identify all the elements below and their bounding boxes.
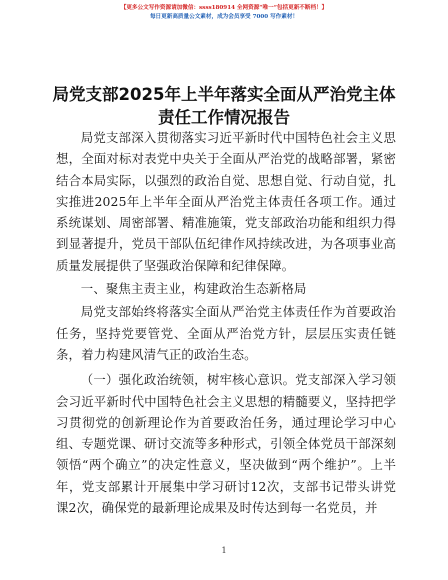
section-paragraph: 局党支部始终将落实全面从严治党主体责任作为首要政治任务，坚持党要管党、全面从严治党方针，层层压实责任链条，着力构建风清气正的政治生态。 [56,304,396,362]
document-body [56,127,396,518]
document-title-line-2: 责任工作情况报告 [158,108,290,127]
document-title [30,83,418,129]
subsection-paragraph: （一）强化政治统领，树牢核心意识。党支部深入学习领会习近平新时代中国特色社会主义思想的精髓要义，坚持把学习贯彻党的创新理论作为首要政治任务，通过理论学习中心组、专题党课、研讨交流等多种形式，引领全体党员干部深刻领悟“两个确立”的决定性意义，坚决做到“两个维护”。上半年，党支部累计开展集中学习研讨12次，支部书记带头讲党课2次，确保党的最新理论成果及时传达到每一名党员，并 [56,372,396,516]
resource-banner-line-2: 每日更新高质量公文素材，成为会员享受 7000 写作素材！ [149,14,299,20]
resource-banner-line-1: 【更多公文写作资源请加微信：ssss180914 全网资源“唯一”包括更新不断档！】 [120,5,328,11]
page-number: 1 [221,546,227,555]
intro-paragraph: 局党支部深入贯彻落实习近平新时代中国特色社会主义思想，全面对标对表党中央关于全面从严治党的战略部署，紧密结合本局实际，以强烈的政治自觉、思想自觉、行动自觉，扎实推进2025年上半年全面从严治党主体责任各项工作。通过系统谋划、周密部署、精准施策，党支部政治功能和组织力得到显著提升，党员干部队伍纪律作风持续改进，为各项事业高质量发展提供了坚强政治保障和纪律保障。 [56,130,396,273]
document-title-line-1: 局党支部2025年上半年落实全面从严治党主体 [52,85,396,104]
section-heading: 一、聚焦主责主业，构建政治生态新格局 [80,281,307,297]
